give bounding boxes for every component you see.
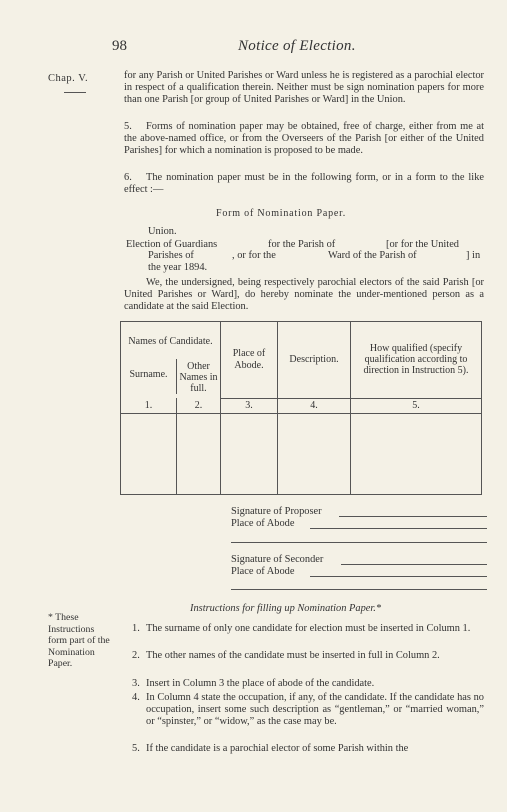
abode-cell bbox=[221, 413, 278, 494]
instruction-1-text: The surname of only one candidate for election must be inserted in Column 1. bbox=[146, 623, 471, 634]
surname-header: Surname. bbox=[129, 369, 168, 380]
seconder-signature-label: Signature of Seconder bbox=[231, 554, 324, 565]
names-subheaders bbox=[121, 361, 220, 394]
instruction-2 bbox=[132, 650, 484, 662]
instruction-2-number: 2. bbox=[132, 650, 140, 661]
item-5-text: Forms of nomination paper may be obtained, free of charge, either from me at the above-named office, or from the Overseers of the Parish [or either of the United Parishes] for which a nomination is proposed to be made. bbox=[124, 121, 484, 156]
names-of-candidate-header bbox=[121, 322, 221, 399]
item-6-text: The nomination paper must be in the following form, or in a form to the like effect :— bbox=[124, 172, 484, 195]
seconder-signature-line bbox=[341, 564, 487, 565]
instruction-4 bbox=[132, 692, 484, 728]
instruction-4-text: In Column 4 state the occupation, if any, of the candidate. If the candidate has no occupation, insert some such description as “gentleman,” or “married woman,” or “spinster,” or “widow,” as the case may be. bbox=[146, 692, 484, 727]
seconder-abode-label: Place of Abode bbox=[231, 566, 295, 577]
seconder-extra-line bbox=[231, 589, 487, 590]
instruction-5 bbox=[132, 743, 484, 755]
election-line2-c: Ward of the Parish of bbox=[328, 250, 417, 261]
instruction-3-text: Insert in Column 3 the place of abode of the candidate. bbox=[146, 678, 375, 689]
union-label: Union. bbox=[148, 226, 177, 237]
place-of-abode-header: Place of Abode. bbox=[221, 322, 278, 399]
item-5-number: 5. bbox=[124, 121, 132, 132]
how-qualified-header: How qualified (specify qualification according to direction in Instruction 5). bbox=[351, 322, 482, 399]
col-5-number: 5. bbox=[351, 398, 482, 413]
intro-paragraph: for any Parish or United Parishes or Ward unless he is registered as a parochial elector in respect of a qualification therein. Neither must be sign nomination papers for more than one Parish [or group of United Parishes or Ward] in the Union. bbox=[124, 70, 484, 105]
col-3-number: 3. bbox=[221, 398, 278, 413]
paragraph-item-5 bbox=[124, 121, 484, 157]
side-note: * These Instructions form part of the Nomination Paper. bbox=[48, 612, 110, 669]
nomination-table bbox=[120, 321, 482, 495]
names-group-label: Names of Candidate. bbox=[128, 336, 213, 347]
instruction-5-text: If the candidate is a parochial elector of some Parish within the bbox=[146, 743, 409, 754]
seconder-abode-line bbox=[310, 576, 487, 577]
chapter-rule bbox=[64, 92, 86, 93]
form-title: Form of Nomination Paper. bbox=[216, 208, 346, 219]
other-names-header: Other Names in full. bbox=[176, 359, 220, 394]
instructions-title: Instructions for filling up Nomination Paper.* bbox=[190, 603, 382, 614]
paragraph-item-6 bbox=[124, 172, 484, 196]
page-number: 98 bbox=[112, 38, 127, 54]
item-6-number: 6. bbox=[124, 172, 132, 183]
instruction-4-number: 4. bbox=[132, 692, 140, 703]
col-4-number: 4. bbox=[278, 398, 351, 413]
proposer-signature-label: Signature of Proposer bbox=[231, 506, 322, 517]
proposer-extra-line bbox=[231, 542, 487, 543]
chapter-marker: Chap. V. bbox=[48, 73, 89, 84]
proposer-signature-line bbox=[339, 516, 487, 517]
instruction-5-number: 5. bbox=[132, 743, 140, 754]
description-cell bbox=[278, 413, 351, 494]
election-line3: the year 1894. bbox=[148, 262, 208, 273]
instruction-1-number: 1. bbox=[132, 623, 140, 634]
instruction-1 bbox=[132, 623, 484, 635]
instruction-3 bbox=[132, 678, 484, 690]
col-2-number: 2. bbox=[177, 398, 221, 413]
surname-cell bbox=[121, 413, 177, 494]
election-line1-a: Election of Guardians bbox=[126, 239, 218, 250]
election-line1-c: [or for the United bbox=[386, 239, 459, 250]
election-line2-a: Parishes of bbox=[148, 250, 194, 261]
proposer-abode-label: Place of Abode bbox=[231, 518, 295, 529]
election-line2-d: ] in bbox=[466, 250, 481, 261]
election-line1-b: for the Parish of bbox=[268, 239, 336, 250]
proposer-abode-line bbox=[310, 528, 487, 529]
election-line2-b: , or for the bbox=[232, 250, 276, 261]
instruction-2-text: The other names of the candidate must be inserted in full in Column 2. bbox=[146, 650, 440, 661]
col-1-number: 1. bbox=[121, 398, 177, 413]
description-header: Description. bbox=[278, 322, 351, 399]
qualification-cell bbox=[351, 413, 482, 494]
running-title: Notice of Election. bbox=[238, 38, 356, 54]
instruction-3-number: 3. bbox=[132, 678, 140, 689]
other-names-cell bbox=[177, 413, 221, 494]
declaration-paragraph: We, the undersigned, being respectively parochial electors of the said Parish [or United Parishes or Ward], do hereby nominate the under-mentioned person as a candidate at the said Election. bbox=[124, 277, 484, 312]
